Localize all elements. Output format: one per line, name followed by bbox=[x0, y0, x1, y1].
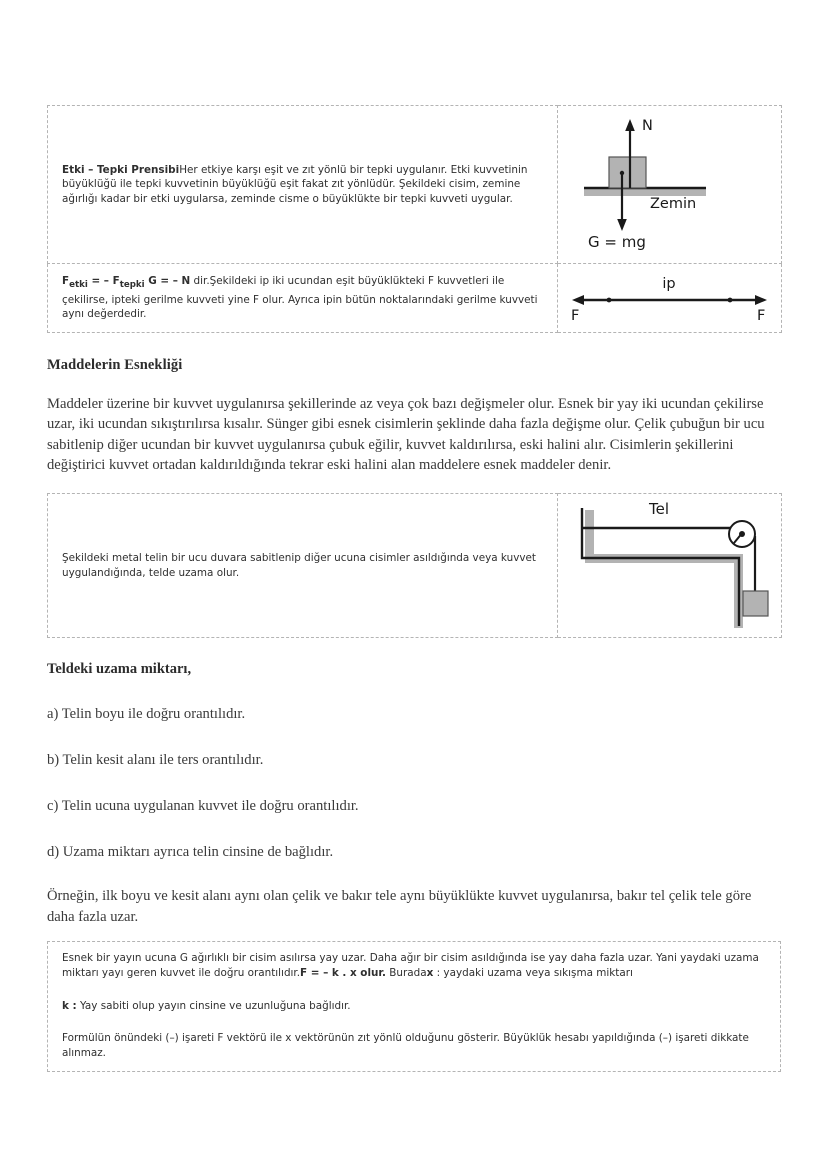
table-row bbox=[48, 942, 781, 1072]
spring-constant-symbol: k : bbox=[62, 999, 77, 1012]
weight-label: G = mg bbox=[587, 232, 646, 251]
spring-law-para-1 bbox=[62, 951, 766, 980]
hanging-mass bbox=[743, 591, 768, 616]
table-row bbox=[48, 106, 782, 264]
formula-sub-tepki: tepki bbox=[119, 280, 145, 291]
rope-right-arrowhead bbox=[755, 295, 767, 305]
action-reaction-box bbox=[47, 105, 782, 333]
spring-law-box bbox=[47, 941, 781, 1072]
elasticity-paragraph: Maddeler üzerine bir kuvvet uygulanırsa şekillerinde az veya çok bazı değişmeler olur. Esnek bir yay iki ucundan çekilirse uzar, iki ucundan sıkıştırılırsa kısalır. Sünger gibi esnek cisimlerin şeklinde daha fazla değişme olur. Çelik çubuğun bir ucu sabitlenip diğer ucundan bir kuvvet uygulanırsa çubuk eğilir, kuvvet kaldırılırsa, eski halini alır. Cisimlerin şekillerini değiştirici kuvvet ortadan kaldırıldığında tekrar eski halini alan maddelere esnek maddeler denir. bbox=[47, 395, 765, 474]
force-left-label: F bbox=[571, 308, 580, 325]
rope-tension-diagram bbox=[567, 270, 772, 325]
wire-text-cell bbox=[48, 494, 558, 638]
rope-text-cell bbox=[48, 264, 558, 333]
section-heading-extension: Teldeki uzama miktarı, bbox=[47, 661, 192, 678]
formula-g: G = – N bbox=[144, 275, 191, 287]
ground-label: Zemin bbox=[649, 195, 696, 212]
rope-figure-cell bbox=[558, 264, 782, 333]
list-item: c) Telin ucuna uygulanan kuvvet ile doğru orantılıdır. bbox=[47, 798, 359, 815]
spring-law-burada: Burada bbox=[386, 966, 427, 979]
spacer bbox=[62, 1013, 766, 1031]
rope-formula bbox=[62, 275, 191, 291]
spring-law-text bbox=[48, 943, 780, 1070]
block-figure-cell bbox=[558, 106, 782, 264]
normal-force-label: N bbox=[641, 117, 653, 134]
formula-f: F bbox=[62, 275, 70, 287]
normal-force-arrowhead bbox=[625, 119, 635, 131]
bracket-outline bbox=[582, 508, 739, 626]
spacer bbox=[62, 981, 766, 999]
spring-law-x-symbol: x bbox=[426, 966, 434, 979]
table-row bbox=[48, 264, 782, 333]
spring-law-para-3: Formülün önündeki (–) işareti F vektörü ile x vektörünün zıt yönlü olduğunu gösterir. Büyüklük hesabı yapıldığında (–) işareti dikkate alınmaz. bbox=[62, 1032, 749, 1059]
list-item: d) Uzama miktarı ayrıca telin cinsine de bağlıdır. bbox=[47, 844, 334, 861]
spring-law-cell bbox=[48, 942, 781, 1072]
wire-pulley-diagram bbox=[567, 496, 772, 636]
spring-law-x-definition: : yaydaki uzama veya sıkışma miktarı bbox=[433, 966, 633, 979]
action-reaction-text bbox=[48, 153, 557, 217]
spacer bbox=[47, 475, 781, 493]
block-on-ground-diagram bbox=[570, 110, 770, 260]
formula-sub-etki: etki bbox=[69, 280, 88, 291]
list-item: b) Telin kesit alanı ile ters orantılıdır. bbox=[47, 752, 264, 769]
action-reaction-text-cell bbox=[48, 106, 558, 264]
wire-text: Şekildeki metal telin bir ucu duvara sabitlenip diğer ucuna cisimler asıldığında veya kuvvet uygulandığında, telde uzama olur. bbox=[62, 552, 536, 579]
spring-constant-definition: Yay sabiti olup yayın cinsine ve uzunluğuna bağlıdır. bbox=[76, 999, 351, 1012]
force-right-label: F bbox=[757, 308, 766, 325]
section-heading-elasticity: Maddelerin Esnekliği bbox=[47, 356, 183, 373]
rope-left-arrowhead bbox=[572, 295, 584, 305]
action-reaction-body: Her etkiye karşı eşit ve zıt yönlü bir tepki uygulanır. Etki kuvvetinin büyüklüğü ile tepki kuvvetinin büyüklüğü eşit fakat zıt yönlüdür. Şekildeki cisim, zemine ağırlığı kadar bir etki uygularsa, zeminde cisme o büyüklükte bir tepki kuvveti uygular. bbox=[62, 163, 528, 205]
spring-law-intro: Esnek bir yayın ucuna G ağırlıklı bir cisim asılırsa yay uzar. Daha ağır bir cisim asıldığında ise yay daha fazla uzar. Yani yaydaki uzama miktarı yayı geren kuvvet ile doğru orantılıdır. bbox=[62, 952, 759, 979]
block-shape bbox=[609, 157, 646, 188]
weight-arrowhead bbox=[617, 219, 627, 231]
spring-law-formula: F = – k . x olur. bbox=[300, 966, 386, 979]
formula-mid: = – F bbox=[87, 275, 120, 287]
list-item: a) Telin boyu ile doğru orantılıdır. bbox=[47, 706, 246, 723]
wire-figure-cell bbox=[558, 494, 782, 638]
example-paragraph: Örneğin, ilk boyu ve kesit alanı aynı olan çelik ve bakır tele aynı büyüklükte kuvvet uygulanırsa, bakır tel çelik tele göre daha fazla uzar. bbox=[47, 888, 752, 925]
rope-label: ip bbox=[662, 276, 676, 293]
rope-left-dot bbox=[607, 298, 612, 303]
spacer bbox=[47, 927, 781, 941]
rope-text bbox=[48, 264, 557, 332]
wire-box bbox=[47, 493, 782, 638]
rope-body: dir.Şekildeki ip iki ucundan eşit büyüklükteki F kuvvetleri ile çekilirse, ipteki gerilme kuvveti yine F olur. Ayrıca ipin bütün noktalarındaki gerilme kuvveti aynı değerdedir. bbox=[62, 275, 538, 321]
page-content bbox=[47, 0, 781, 1072]
table-row bbox=[48, 494, 782, 638]
spring-law-para-2 bbox=[62, 999, 766, 1014]
wire-label: Tel bbox=[648, 499, 670, 518]
rope-right-dot bbox=[728, 298, 733, 303]
top-margin bbox=[47, 0, 781, 105]
action-reaction-lead: Etki – Tepki Prensibi bbox=[62, 163, 180, 176]
